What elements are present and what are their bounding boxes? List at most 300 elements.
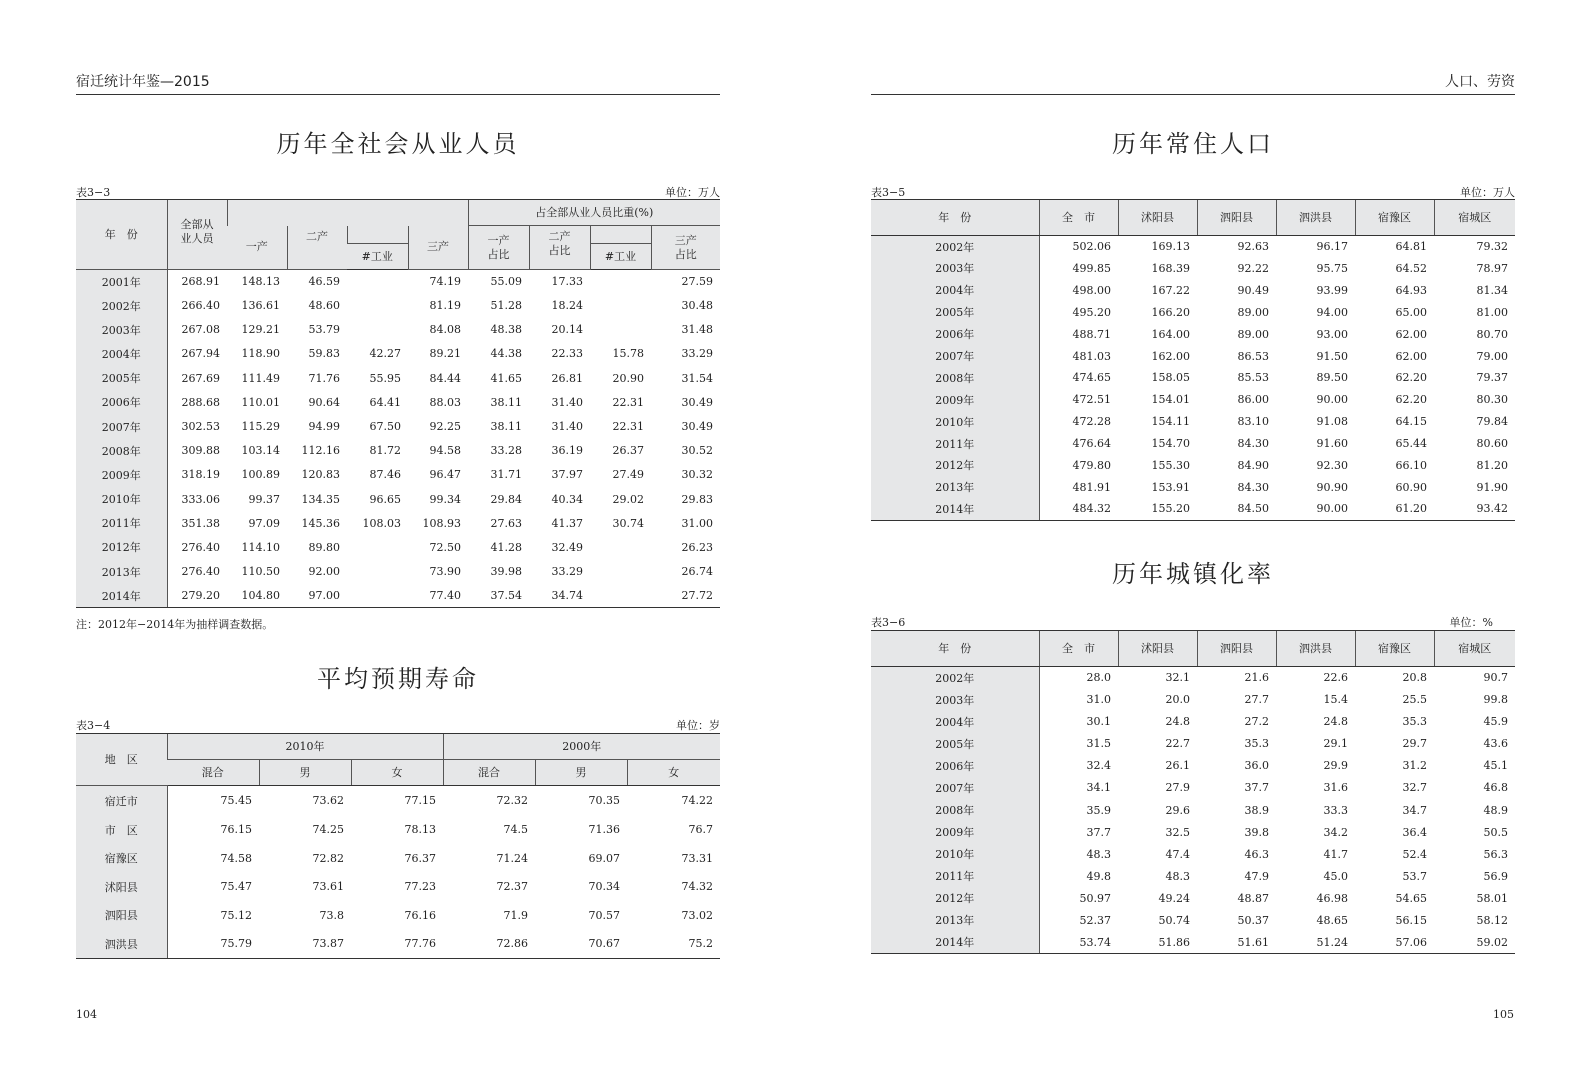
table-row <box>871 755 1515 777</box>
header-region: 沭阳县 <box>1118 631 1197 667</box>
row-label: 2013年 <box>871 476 1039 498</box>
table-cell: 27.9 <box>1165 781 1190 795</box>
table-cell: 48.60 <box>308 299 340 313</box>
table-cell: 164.00 <box>1151 327 1190 341</box>
table-cell: 64.15 <box>1395 415 1427 429</box>
row-label: 2008年 <box>871 799 1039 821</box>
table-row <box>871 887 1515 909</box>
table-cell: 153.91 <box>1151 480 1190 494</box>
table-cell: 71.24 <box>496 851 529 865</box>
table-cell: 71.76 <box>308 371 340 385</box>
table-cell: 62.20 <box>1395 393 1427 407</box>
row-label: 2008年 <box>871 367 1039 389</box>
table-cell: 26.23 <box>681 540 714 554</box>
table-cell: 78.97 <box>1476 261 1508 275</box>
table-cell: 65.00 <box>1395 305 1427 319</box>
table-cell: 499.85 <box>1072 261 1111 275</box>
table-row <box>871 932 1515 954</box>
header-total: 全部从 业人员 <box>167 200 227 270</box>
table-cell: 45.0 <box>1323 869 1348 883</box>
table-cell: 155.30 <box>1151 458 1190 472</box>
table-cell <box>347 318 408 342</box>
table-cell: 62.00 <box>1395 349 1427 363</box>
table-cell: 42.27 <box>369 347 401 361</box>
table-number: 表3−3 <box>76 186 111 199</box>
table-cell: 76.7 <box>688 823 714 837</box>
header-primary: 一产 <box>227 226 287 270</box>
table-cell: 26.1 <box>1165 759 1190 773</box>
table-cell: 81.20 <box>1476 458 1508 472</box>
table-cell: 35.9 <box>1086 803 1111 817</box>
table-cell: 72.50 <box>429 540 461 554</box>
table-cell: 88.03 <box>429 395 461 409</box>
table-row <box>871 689 1515 711</box>
row-label: 2014年 <box>871 498 1039 520</box>
table-cell: 266.40 <box>181 299 220 313</box>
table-cell: 44.38 <box>490 347 522 361</box>
table-cell: 31.48 <box>681 323 714 337</box>
row-label: 2002年 <box>871 236 1039 258</box>
table-cell <box>347 560 408 584</box>
table-cell: 108.93 <box>422 516 461 530</box>
row-label: 2005年 <box>871 301 1039 323</box>
table-cell: 49.8 <box>1086 869 1111 883</box>
table-cell: 309.88 <box>181 444 220 458</box>
header-secondary: 二产 <box>287 226 347 270</box>
table-cell: 33.3 <box>1323 803 1348 817</box>
table-cell: 25.5 <box>1402 693 1427 707</box>
table-cell: 31.5 <box>1086 737 1111 751</box>
header-male: 男 <box>535 760 627 786</box>
table-cell: 20.0 <box>1165 693 1190 707</box>
table-cell: 154.70 <box>1151 437 1190 451</box>
resident-population-table <box>871 199 1515 521</box>
table-cell: 481.03 <box>1072 349 1111 363</box>
row-label: 2012年 <box>871 455 1039 477</box>
table-cell: 87.46 <box>369 468 401 482</box>
table-cell: 20.90 <box>612 371 644 385</box>
table-cell: 49.24 <box>1158 891 1190 905</box>
table-cell: 81.72 <box>369 444 401 458</box>
table-row <box>871 367 1515 389</box>
table-cell: 22.7 <box>1165 737 1190 751</box>
table-cell: 31.0 <box>1086 693 1111 707</box>
table-cell: 154.11 <box>1151 415 1190 429</box>
table-cell: 33.28 <box>490 444 522 458</box>
table-cell: 30.32 <box>681 468 714 482</box>
table-cell: 74.5 <box>503 823 529 837</box>
table-cell: 29.84 <box>490 492 522 506</box>
header-region: 全 市 <box>1039 200 1118 236</box>
row-label: 2004年 <box>76 342 167 366</box>
table-cell: 30.52 <box>681 444 714 458</box>
header-industry-top <box>347 226 408 244</box>
table-cell: 81.00 <box>1476 305 1508 319</box>
table-cell: 73.62 <box>312 794 344 808</box>
table-cell: 288.68 <box>181 395 220 409</box>
row-label: 2007年 <box>871 777 1039 799</box>
table-cell: 279.20 <box>167 584 227 608</box>
table-cell: 62.20 <box>1395 371 1427 385</box>
table-row <box>871 279 1515 301</box>
table-cell: 120.83 <box>301 468 340 482</box>
table-cell: 71.9 <box>503 908 529 922</box>
table-row <box>871 433 1515 455</box>
header-region: 全 市 <box>1039 631 1118 667</box>
table-cell: 484.32 <box>1039 498 1118 520</box>
table-cell: 24.8 <box>1165 715 1190 729</box>
table-cell: 72.86 <box>443 930 535 959</box>
table-cell: 74.19 <box>429 275 461 289</box>
table-cell: 66.10 <box>1395 458 1427 472</box>
table-cell: 91.60 <box>1316 437 1348 451</box>
table-cell: 31.40 <box>551 420 583 434</box>
header-region: 宿城区 <box>1434 200 1515 236</box>
table-cell <box>590 535 651 559</box>
table-cell: 479.80 <box>1072 458 1111 472</box>
row-label: 2014年 <box>76 584 167 608</box>
table-row <box>76 930 720 959</box>
header-ratio-group: 占全部从业人员比重(%) <box>468 200 720 226</box>
table-row <box>871 455 1515 477</box>
table-cell: 90.00 <box>1316 393 1348 407</box>
table-cell: 81.34 <box>1476 283 1508 297</box>
table-cell: 84.30 <box>1237 437 1269 451</box>
table-cell: 30.49 <box>681 420 714 434</box>
header-2000: 2000年 <box>443 734 720 760</box>
table-cell: 268.91 <box>181 275 220 289</box>
table-cell: 41.37 <box>551 516 583 530</box>
header-mixed: 混合 <box>443 760 535 786</box>
table-cell: 58.12 <box>1476 913 1508 927</box>
table-cell: 38.11 <box>490 420 522 434</box>
table-row <box>76 270 720 294</box>
table-cell: 34.2 <box>1323 825 1348 839</box>
table-cell: 166.20 <box>1151 305 1190 319</box>
table-row <box>76 786 720 816</box>
table-cell: 75.79 <box>167 930 259 959</box>
table-number: 表3−6 <box>871 616 906 629</box>
header-region: 泗洪县 <box>1276 200 1355 236</box>
table-cell: 31.71 <box>490 468 522 482</box>
row-label: 2006年 <box>871 323 1039 345</box>
row-label: 2004年 <box>871 711 1039 733</box>
row-label: 2009年 <box>871 389 1039 411</box>
row-label: 2003年 <box>871 689 1039 711</box>
table-row <box>871 498 1515 520</box>
table-cell: 73.61 <box>312 880 344 894</box>
table-cell: 155.20 <box>1118 498 1197 520</box>
table-cell: 51.24 <box>1276 932 1355 954</box>
table-cell: 90.90 <box>1316 480 1348 494</box>
header-region: 泗阳县 <box>1197 200 1276 236</box>
row-label: 宿迁市 <box>76 786 167 816</box>
table-cell: 38.9 <box>1244 803 1269 817</box>
row-label: 泗阳县 <box>76 901 167 930</box>
row-label: 2011年 <box>76 511 167 535</box>
table-cell: 31.00 <box>681 516 714 530</box>
table-cell: 84.30 <box>1237 480 1269 494</box>
table-cell <box>347 270 408 294</box>
table-cell <box>590 584 651 608</box>
table-cell: 136.61 <box>241 299 280 313</box>
row-label: 2003年 <box>871 258 1039 280</box>
header-industry: #工业 <box>347 244 408 270</box>
header-industry-ratio: #工业 <box>590 244 651 270</box>
table-cell: 32.5 <box>1165 825 1190 839</box>
table-cell: 29.7 <box>1402 737 1427 751</box>
table-cell: 70.35 <box>588 794 621 808</box>
table-cell <box>590 560 651 584</box>
table-cell: 94.99 <box>308 420 340 434</box>
table-row <box>76 366 720 390</box>
table-cell: 70.57 <box>588 908 621 922</box>
table-cell: 22.31 <box>612 420 644 434</box>
table-cell: 59.83 <box>308 347 340 361</box>
table-cell: 276.40 <box>181 540 220 554</box>
table-row <box>76 342 720 366</box>
table-cell: 99.34 <box>429 492 461 506</box>
table-cell: 20.14 <box>551 323 583 337</box>
table-cell: 29.02 <box>612 492 644 506</box>
table-cell: 33.29 <box>681 347 714 361</box>
table-cell: 30.74 <box>612 516 644 530</box>
table-cell: 318.19 <box>181 468 220 482</box>
urbanization-rate-table <box>871 630 1515 954</box>
row-label: 2006年 <box>76 390 167 414</box>
table-cell: 32.7 <box>1402 781 1427 795</box>
table-cell: 72.37 <box>496 880 529 894</box>
table-cell: 80.70 <box>1476 327 1508 341</box>
table-row <box>871 258 1515 280</box>
table-cell: 24.8 <box>1323 715 1348 729</box>
table-cell: 35.3 <box>1244 737 1269 751</box>
table-cell: 90.7 <box>1483 671 1508 685</box>
table-cell: 169.13 <box>1151 240 1190 254</box>
table-cell: 91.90 <box>1476 480 1508 494</box>
header-year: 年 份 <box>871 631 1039 667</box>
table-cell: 84.50 <box>1197 498 1276 520</box>
table-cell: 75.45 <box>220 794 252 808</box>
table-cell: 50.5 <box>1483 825 1508 839</box>
table-row <box>871 777 1515 799</box>
table-cell: 73.02 <box>681 908 714 922</box>
table-cell: 26.74 <box>681 565 714 579</box>
header-secondary-ratio: 二产 占比 <box>529 226 590 270</box>
table-row <box>871 236 1515 258</box>
table-cell: 93.99 <box>1316 283 1348 297</box>
table-row <box>871 323 1515 345</box>
table-cell: 55.95 <box>369 371 401 385</box>
table-cell: 90.64 <box>308 395 340 409</box>
table-cell: 50.97 <box>1079 891 1111 905</box>
row-label: 2001年 <box>76 270 167 294</box>
header-region: 沭阳县 <box>1118 200 1197 236</box>
row-label: 2003年 <box>76 318 167 342</box>
table-number: 表3−5 <box>871 186 906 199</box>
table-cell: 481.91 <box>1072 480 1111 494</box>
table-cell: 40.34 <box>551 492 583 506</box>
table-cell: 53.79 <box>308 323 340 337</box>
table-note: 注：2012年−2014年为抽样调查数据。 <box>76 618 274 631</box>
table-cell: 502.06 <box>1072 240 1111 254</box>
table-cell: 30.49 <box>681 395 714 409</box>
table-cell: 474.65 <box>1072 371 1111 385</box>
table-cell: 80.60 <box>1476 437 1508 451</box>
header-2010: 2010年 <box>167 734 443 760</box>
table-cell: 34.7 <box>1402 803 1427 817</box>
table-cell <box>347 584 408 608</box>
header-region: 泗洪县 <box>1276 631 1355 667</box>
table-cell: 51.28 <box>490 299 522 313</box>
table-cell: 89.00 <box>1237 327 1269 341</box>
table-cell: 91.08 <box>1316 415 1348 429</box>
row-label: 2013年 <box>76 560 167 584</box>
table-cell: 76.15 <box>220 823 252 837</box>
table-cell: 56.9 <box>1483 869 1508 883</box>
table-cell: 22.6 <box>1323 671 1348 685</box>
table-cell: 60.90 <box>1395 480 1427 494</box>
table-cell: 15.4 <box>1323 693 1348 707</box>
table-cell: 51.61 <box>1197 932 1276 954</box>
table-row <box>76 318 720 342</box>
table-cell: 22.33 <box>551 347 583 361</box>
table-cell: 472.51 <box>1072 393 1111 407</box>
header-mixed: 混合 <box>167 760 259 786</box>
table-meta <box>76 717 720 733</box>
table-row <box>76 844 720 873</box>
running-head: 宿迁统计年鉴—2015 <box>76 72 720 95</box>
table-cell: 111.49 <box>241 371 280 385</box>
table-cell: 50.74 <box>1158 913 1190 927</box>
table-cell: 29.6 <box>1165 803 1190 817</box>
table-cell: 27.72 <box>651 584 720 608</box>
table-cell: 77.23 <box>404 880 437 894</box>
table-cell: 37.97 <box>551 468 583 482</box>
table-cell: 29.1 <box>1323 737 1348 751</box>
table-title: 历年全社会从业人员 <box>276 130 520 158</box>
table-cell: 27.2 <box>1244 715 1269 729</box>
table-row <box>76 873 720 902</box>
table-cell: 35.3 <box>1402 715 1427 729</box>
table-cell: 37.7 <box>1086 825 1111 839</box>
table-cell <box>347 294 408 318</box>
table-cell: 22.31 <box>612 395 644 409</box>
table-cell: 27.7 <box>1244 693 1269 707</box>
table-cell: 54.65 <box>1395 891 1427 905</box>
row-label: 2011年 <box>871 865 1039 887</box>
table-cell: 76.16 <box>404 908 437 922</box>
table-cell: 56.15 <box>1395 913 1427 927</box>
table-cell: 53.7 <box>1402 869 1427 883</box>
table-cell: 96.17 <box>1316 240 1348 254</box>
table-cell: 148.13 <box>241 275 280 289</box>
row-label: 2012年 <box>76 535 167 559</box>
table-cell: 95.75 <box>1316 261 1348 275</box>
table-row <box>871 733 1515 755</box>
table-cell: 267.08 <box>181 323 220 337</box>
table-cell: 267.94 <box>181 347 220 361</box>
table-cell: 77.15 <box>404 794 437 808</box>
table-cell: 46.8 <box>1483 781 1508 795</box>
page-number: 105 <box>1493 1008 1514 1021</box>
table-cell: 85.53 <box>1237 371 1269 385</box>
table-cell: 64.81 <box>1395 240 1427 254</box>
table-cell: 90.49 <box>1237 283 1269 297</box>
table-cell: 55.09 <box>490 275 522 289</box>
header-year: 年 份 <box>871 200 1039 236</box>
table-cell: 129.21 <box>241 323 280 337</box>
table-cell: 39.8 <box>1244 825 1269 839</box>
table-row <box>76 584 720 608</box>
table-cell: 92.63 <box>1237 240 1269 254</box>
table-cell: 39.98 <box>490 565 522 579</box>
row-label: 2009年 <box>76 463 167 487</box>
table-cell: 46.98 <box>1316 891 1348 905</box>
header-female: 女 <box>627 760 720 786</box>
running-head: 人口、劳资 <box>871 72 1515 95</box>
table-cell: 93.42 <box>1434 498 1515 520</box>
table-cell: 46.3 <box>1244 847 1269 861</box>
table-cell: 80.30 <box>1476 393 1508 407</box>
table-cell: 74.32 <box>681 880 714 894</box>
table-cell: 45.1 <box>1483 759 1508 773</box>
table-cell: 36.0 <box>1244 759 1269 773</box>
header-year: 年 份 <box>76 200 167 270</box>
table-row <box>871 909 1515 931</box>
table-cell: 93.00 <box>1316 327 1348 341</box>
table-cell: 32.1 <box>1165 671 1190 685</box>
header-region: 宿豫区 <box>1355 631 1434 667</box>
table-row <box>76 511 720 535</box>
row-label: 2010年 <box>871 843 1039 865</box>
table-cell: 33.29 <box>551 565 583 579</box>
table-cell: 276.40 <box>181 565 220 579</box>
table-cell: 77.40 <box>408 584 468 608</box>
table-cell: 45.9 <box>1483 715 1508 729</box>
row-label: 宿豫区 <box>76 844 167 873</box>
table-row <box>871 711 1515 733</box>
table-cell: 79.00 <box>1476 349 1508 363</box>
table-title: 平均预期寿命 <box>317 665 479 693</box>
table-cell: 18.24 <box>551 299 583 313</box>
table-cell: 167.22 <box>1151 283 1190 297</box>
header-region: 宿城区 <box>1434 631 1515 667</box>
table-row <box>76 439 720 463</box>
header-industry-ratio-top <box>590 226 651 244</box>
table-cell: 64.52 <box>1395 261 1427 275</box>
table-cell: 31.6 <box>1323 781 1348 795</box>
table-row <box>76 535 720 559</box>
table-cell: 89.21 <box>429 347 461 361</box>
table-cell: 79.32 <box>1476 240 1508 254</box>
table-cell: 43.6 <box>1483 737 1508 751</box>
table-row <box>76 816 720 845</box>
table-cell: 115.29 <box>241 420 280 434</box>
table-cell: 70.34 <box>588 880 621 894</box>
table-cell: 38.11 <box>490 395 522 409</box>
table-cell: 29.83 <box>681 492 714 506</box>
table-cell: 75.12 <box>220 908 252 922</box>
table-cell: 50.37 <box>1237 913 1269 927</box>
table-cell: 78.13 <box>404 823 437 837</box>
table-row <box>76 487 720 511</box>
table-cell: 94.00 <box>1316 305 1348 319</box>
row-label: 泗洪县 <box>76 930 167 959</box>
row-label: 2012年 <box>871 887 1039 909</box>
table-cell: 91.50 <box>1316 349 1348 363</box>
table-cell: 84.08 <box>429 323 461 337</box>
